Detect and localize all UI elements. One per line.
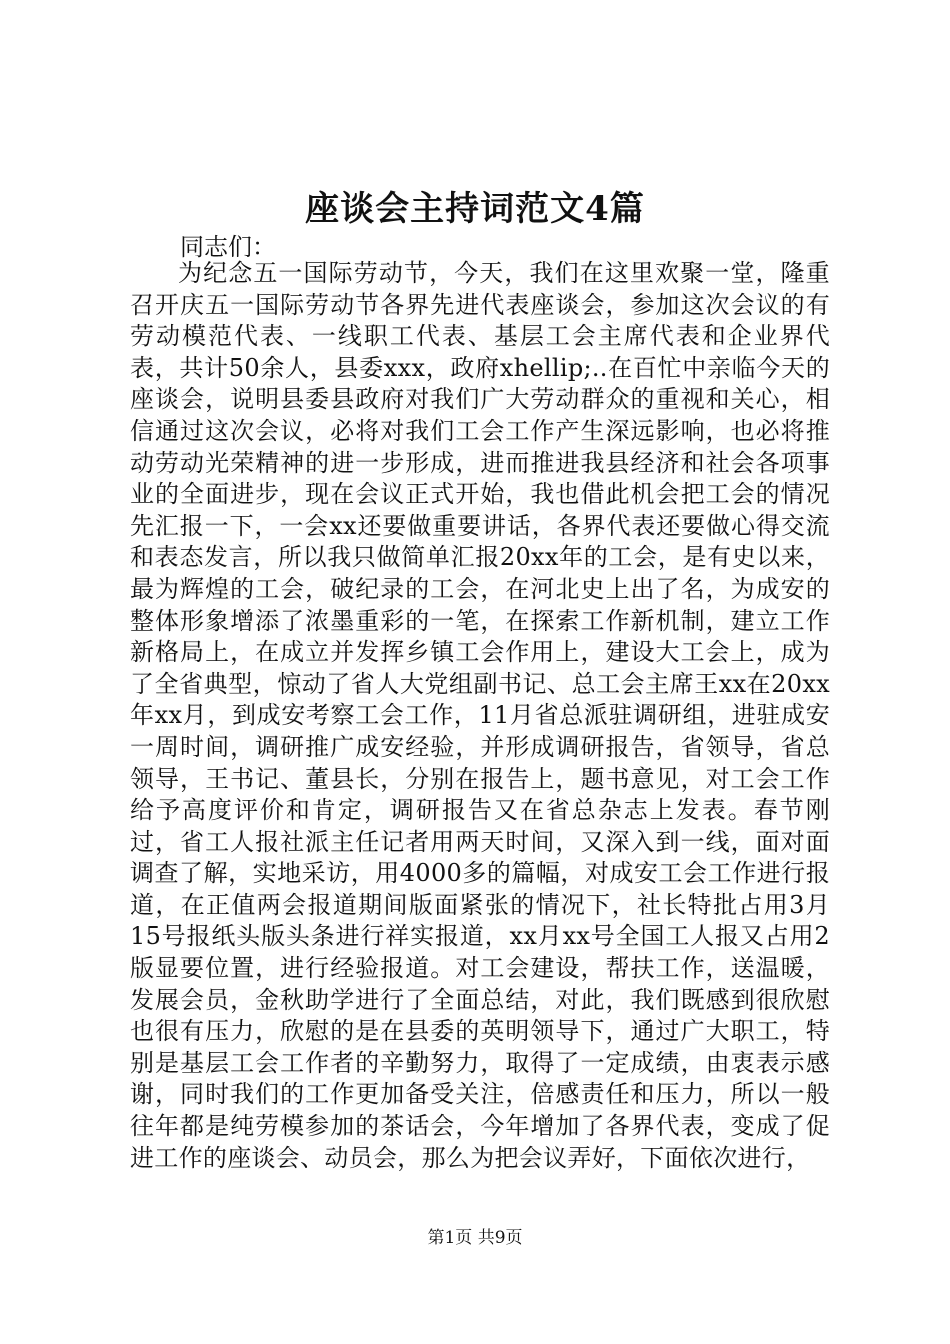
- salutation: 同志们：: [180, 233, 276, 261]
- body-paragraph: 为纪念五一国际劳动节，今天，我们在这里欢聚一堂，隆重召开庆五一国际劳动节各界先进代表座谈会，参加这次会议的有劳动模范代表、一线职工代表、基层工会主席代表和企业界代表，共计50余人，县委xxx，政府xhellip;..在百忙中亲临今天的座谈会，说明县委县政府对我们广大劳动群众的重视和关心，相信通过这次会议，必将对我们工会工作产生深远影响，也必将推动劳动光荣精神的进一步形成，进而推进我县经济和社会各项事业的全面进步，现在会议正式开始，我也借此机会把工会的情况先汇报一下，一会xx还要做重要讲话，各界代表还要做心得交流和表态发言，所以我只做简单汇报20xx年的工会，是有史以来，最为辉煌的工会，破纪录的工会，在河北史上出了名，为成安的整体形象增添了浓墨重彩的一笔，在探索工作新机制，建立工作新格局上，在成立并发挥乡镇工会作用上，建设大工会上，成为了全省典型，惊动了省人大党组副书记、总工会主席王xx在20xx年xx月，到成安考察工会工作，11月省总派驻调研组，进驻成安一周时间，调研推广成安经验，并形成调研报告，省领导，省总领导，王书记、董县长，分别在报告上，题书意见，对工会工作给予高度评价和肯定，调研报告又在省总杂志上发表。春节刚过，省工人报社派主任记者用两天时间，又深入到一线，面对面调查了解，实地采访，用4000多的篇幅，对成安工会工作进行报道，在正值两会报道期间版面紧张的情况下，社长特批占用3月15号报纸头版头条进行祥实报道，xx月xx号全国工人报又占用2版显要位置，进行经验报道。对工会建设，帮扶工作，送温暖，发展会员，金秋助学进行了全面总结，对此，我们既感到很欣慰也很有压力，欣慰的是在县委的英明领导下，通过广大职工，特别是基层工会工作者的辛勤努力，取得了一定成绩，由衷表示感谢，同时我们的工作更加备受关注，倍感责任和压力，所以一般往年都是纯劳模参加的茶话会，今年增加了各界代表，变成了促进工作的座谈会、动员会，那么为把会议弄好，下面依次进行，: [130, 259, 830, 1172]
- page-footer: 第1页 共9页: [427, 1228, 523, 1248]
- document-title: 座谈会主持词范文4篇: [305, 189, 645, 229]
